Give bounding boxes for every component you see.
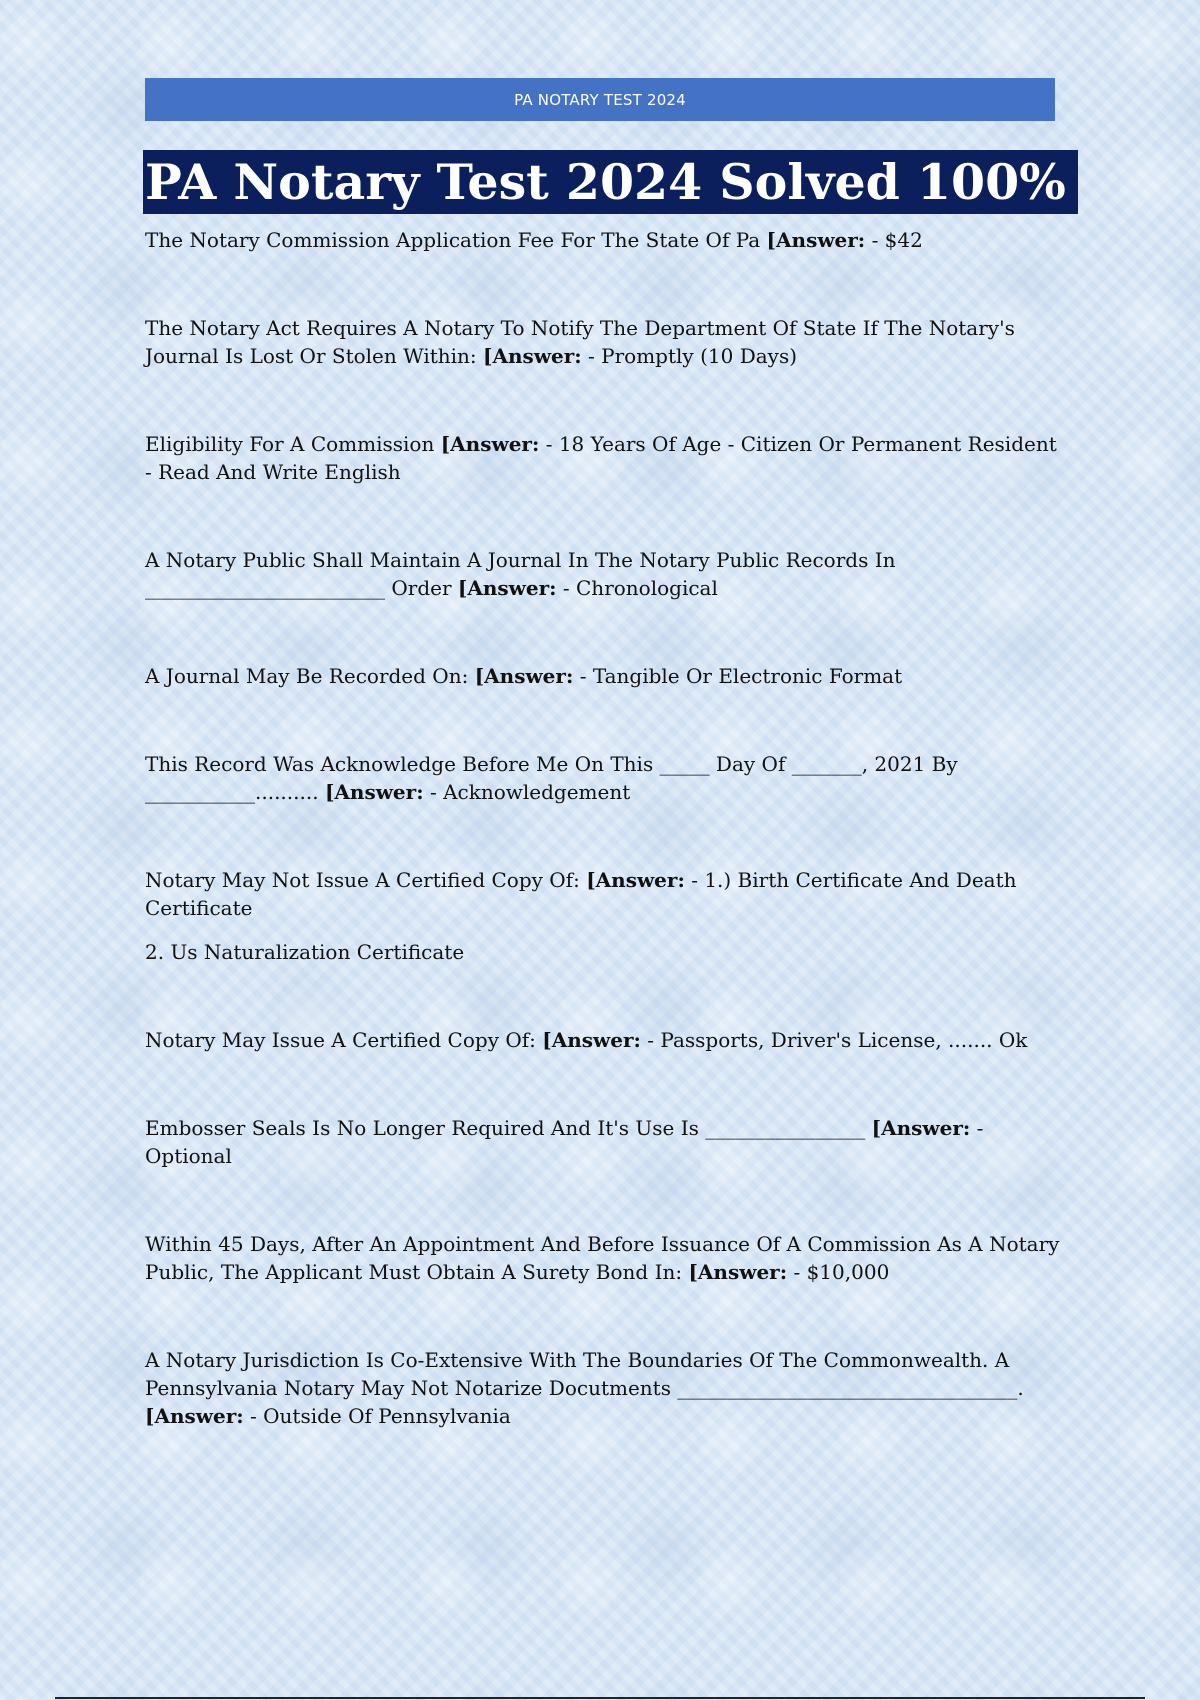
answer-label: [Answer: xyxy=(474,664,574,688)
answer-text: - Outside Of Pennsylvania xyxy=(250,1404,511,1428)
answer-text: - Passports, Driver's License, ....... Ok xyxy=(647,1028,1028,1052)
question-text: Notary May Not Issue A Certified Copy Of: xyxy=(145,868,580,892)
qa-item xyxy=(145,662,1060,690)
question-text: Eligibility For A Commission xyxy=(145,432,435,456)
question-text: A Notary Jurisdiction Is Co-Extensive With The Boundaries Of The Commonwealth. A Pennsylvania Notary May Not Notarize Docutments __________________________________. xyxy=(145,1348,1024,1400)
question-text: A Journal May Be Recorded On: xyxy=(145,664,469,688)
footer-rule xyxy=(55,1697,1145,1699)
qa-list xyxy=(145,226,1060,1430)
answer-text: - Optional xyxy=(145,1116,984,1168)
answer-label: [Answer: xyxy=(542,1028,641,1052)
qa-item xyxy=(145,1114,1060,1170)
answer-label: [Answer: xyxy=(688,1260,788,1284)
qa-item xyxy=(145,866,1060,966)
qa-item xyxy=(145,430,1060,486)
question-text: A Notary Public Shall Maintain A Journal In The Notary Public Records In ________________________ Order xyxy=(145,548,896,600)
question-text: This Record Was Acknowledge Before Me On This _____ Day Of _______, 2021 By ___________.......... xyxy=(145,752,958,804)
page-title: PA Notary Test 2024 Solved 100% xyxy=(143,150,1078,214)
answer-label: [Answer: xyxy=(440,432,540,456)
question-text: Within 45 Days, After An Appointment And Before Issuance Of A Commission As A Notary Public, The Applicant Must Obtain A Surety Bond In: xyxy=(145,1232,1060,1284)
answer-text: - Tangible Or Electronic Format xyxy=(579,664,903,688)
header-band-text: PA NOTARY TEST 2024 xyxy=(514,90,686,109)
question-text: The Notary Act Requires A Notary To Notify The Department Of State If The Notary's Journal Is Lost Or Stolen Within: xyxy=(145,316,1015,368)
answer-label: [Answer: xyxy=(457,576,557,600)
qa-item xyxy=(145,1346,1060,1430)
answer-text: - Chronological xyxy=(562,576,718,600)
answer-text: - Acknowledgement xyxy=(429,780,631,804)
qa-item xyxy=(145,314,1060,370)
header-band xyxy=(145,78,1055,121)
answer-text: - Promptly (10 Days) xyxy=(588,344,798,368)
qa-item xyxy=(145,546,1060,602)
answer-label: [Answer: xyxy=(145,1404,244,1428)
answer-text: - 1.) Birth Certificate And Death Certificate xyxy=(145,868,1017,920)
answer-text: - $10,000 xyxy=(793,1260,890,1284)
answer-label: [Answer: xyxy=(586,868,685,892)
answer-text: - $42 xyxy=(871,228,923,252)
qa-item xyxy=(145,750,1060,806)
qa-item xyxy=(145,226,1060,254)
document-page xyxy=(145,78,1066,1490)
question-text: Notary May Issue A Certified Copy Of: xyxy=(145,1028,536,1052)
qa-item xyxy=(145,1230,1060,1286)
answer-label: [Answer: xyxy=(871,1116,971,1140)
answer-text: - 18 Years Of Age - Citizen Or Permanent Resident - Read And Write English xyxy=(145,432,1057,484)
answer-label: [Answer: xyxy=(324,780,424,804)
answer-label: [Answer: xyxy=(483,344,582,368)
question-text: The Notary Commission Application Fee For The State Of Pa xyxy=(145,228,761,252)
answer-label: [Answer: xyxy=(766,228,866,252)
qa-item xyxy=(145,1026,1060,1054)
answer-extra-text: 2. Us Naturalization Certificate xyxy=(145,940,465,964)
question-text: Embosser Seals Is No Longer Required And It's Use Is ________________ xyxy=(145,1116,866,1140)
